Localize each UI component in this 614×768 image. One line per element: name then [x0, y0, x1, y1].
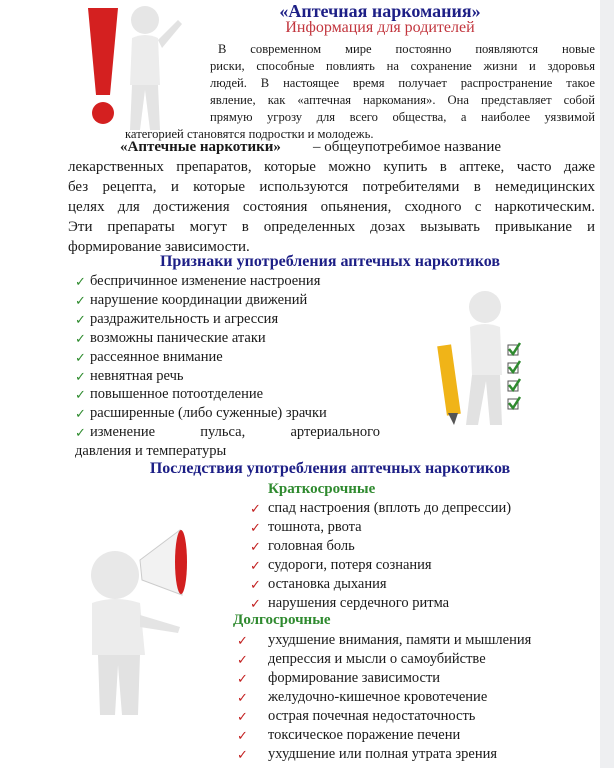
check-icon: ✓ [75, 330, 86, 346]
check-icon: ✓ [75, 368, 86, 384]
check-icon: ✓ [237, 690, 248, 705]
check-icon: ✓ [75, 311, 86, 327]
list-item: формирование зависимости [268, 670, 441, 686]
check-icon: ✓ [250, 539, 261, 554]
list-item: возможны панические атаки [90, 329, 266, 346]
check-icon: ✓ [75, 406, 86, 422]
definition-line: лекарственных препаратов, которые можно купить в аптеке, часто даже [68, 159, 595, 175]
check-icon: ✓ [250, 558, 261, 573]
check-icon: ✓ [250, 520, 261, 535]
megaphone-man-illustration [70, 515, 200, 720]
list-item: расширенные (либо суженные) зрачки [90, 405, 327, 422]
intro-line: В современном мире постоянно появляются новые [218, 42, 595, 56]
intro-line: риски, способные повлиять на сохранение жизни и здоровья [210, 59, 595, 73]
definition-line: целях для достижения состояния опьянения, сходного с наркотическим. [68, 199, 595, 215]
long-term-heading: Долгосрочные [233, 612, 331, 628]
intro-line: людей. В настоящее время получает распространение такое [210, 76, 595, 90]
intro-line: прямую угрозу для всего общества, а наиболее уязвимой [210, 110, 595, 124]
list-item: головная боль [268, 538, 355, 554]
list-item: ухудшение внимания, памяти и мышления [268, 632, 532, 648]
check-icon: ✓ [237, 728, 248, 743]
list-item: остановка дыхания [268, 576, 387, 592]
check-icon: ✓ [75, 425, 86, 441]
consequences-heading: Последствия употребления аптечных наркотиков [149, 460, 511, 477]
definition-line: – общеупотребимое название [313, 139, 502, 155]
list-item: нарушения сердечного ритма [268, 595, 450, 611]
check-icon: ✓ [250, 577, 261, 592]
definition-line: формирование зависимости. [68, 239, 250, 255]
check-icon: ✓ [75, 349, 86, 365]
list-item: тошнота, рвота [268, 519, 362, 535]
list-item: рассеянное внимание [90, 348, 223, 365]
definition-line: Эти препараты могут в определенных дозах вызывать привыкание и [68, 219, 595, 235]
check-icon: ✓ [237, 652, 248, 667]
pencil-man-illustration [430, 285, 530, 430]
check-icon: ✓ [250, 501, 261, 516]
list-item: раздражительность и агрессия [90, 310, 279, 327]
list-item: острая почечная недостаточность [268, 708, 476, 724]
list-item: беспричинное изменение настроения [90, 273, 321, 289]
list-item: токсическое поражение печени [268, 727, 461, 743]
check-icon: ✓ [75, 274, 86, 289]
definition-line: без рецепта, и которые используются потребителями в немедицинских [68, 179, 595, 195]
definition-term: «Аптечные наркотики» [120, 139, 281, 155]
check-icon: ✓ [250, 596, 261, 611]
list-item: давления и температуры [75, 443, 227, 460]
check-icon: ✓ [75, 387, 86, 403]
list-item: невнятная речь [90, 367, 184, 384]
check-icon: ✓ [237, 671, 248, 686]
short-term-heading: Краткосрочные [268, 481, 376, 497]
intro-line: категорией становятся подростки и молодежь. [125, 127, 374, 141]
list-item: судороги, потеря сознания [268, 557, 432, 573]
page-title: «Аптечная наркомания» [279, 1, 481, 21]
list-item: изменение пульса, артериального [90, 424, 380, 441]
intro-line: явление, как «аптечная наркомания». Она представляет собой [210, 93, 595, 107]
list-item: ухудшение или полная утрата зрения [268, 746, 498, 762]
list-item: депрессия и мысли о самоубийстве [268, 651, 486, 667]
check-icon: ✓ [237, 633, 248, 648]
list-item: спад настроения (вплоть до депрессии) [268, 500, 512, 516]
list-item: желудочно-кишечное кровотечение [268, 689, 488, 705]
check-icon: ✓ [237, 709, 248, 724]
check-icon: ✓ [75, 292, 86, 308]
check-icon: ✓ [237, 747, 248, 762]
page-edge [600, 0, 614, 768]
list-item: нарушение координации движений [90, 291, 308, 308]
page-subtitle: Информация для родителей [285, 19, 475, 36]
signs-heading: Признаки употребления аптечных наркотиков [159, 253, 501, 270]
list-item: повышенное потоотделение [90, 386, 264, 403]
